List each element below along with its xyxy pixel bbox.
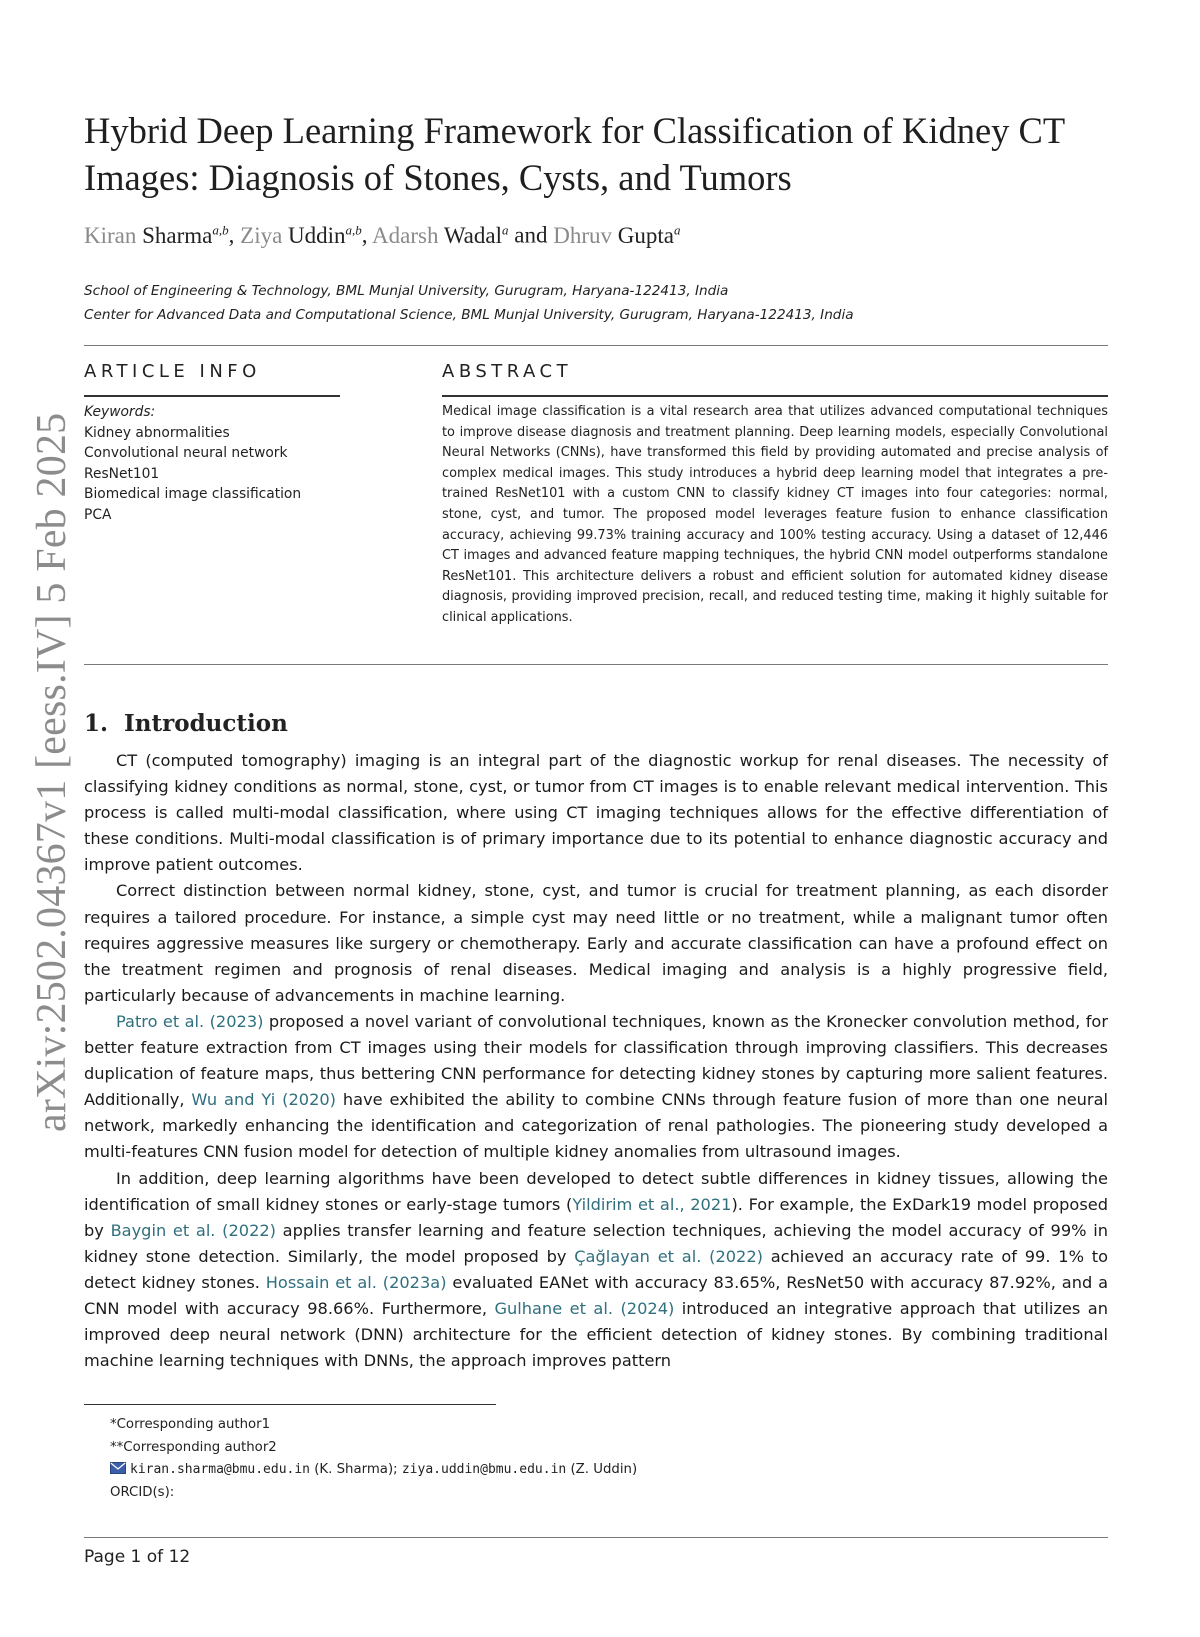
- paragraph-text: introduced an integrative approach that utilizes an improved deep neural network (DNN) architecture for the efficient detection of kidney stones. By combining traditional machine learning techniques with DNNs, the approach improves pattern: [84, 1298, 1108, 1371]
- keyword: Convolutional neural network: [84, 445, 288, 461]
- paper-title: Hybrid Deep Learning Framework for Classification of Kidney CT Images: Diagnosis of Stones, Cysts, and Tumors: [84, 110, 1065, 198]
- paragraph-text: have exhibited the ability to combine CNNs through feature fusion of more than one neural network, markedly enhancing the identification and categorization of renal pathologies. The pioneering study developed a multi-features CNN fusion model for detection of multiple kidney anomalies from ultrasound images.: [84, 1090, 1108, 1162]
- body-paragraph: [84, 878, 1108, 1008]
- author[interactable]: Adarsh Wadal$^a$: [372, 222, 509, 248]
- paragraph-text: ). For example, the ExDark19 model proposed by: [84, 1194, 1108, 1240]
- abstract-divider: [84, 664, 1108, 665]
- keywords-label: Keywords:: [84, 404, 156, 420]
- body-paragraph: [84, 1166, 1108, 1375]
- envelope-icon: [110, 1460, 126, 1473]
- arxiv-identifier-stamp[interactable]: arXiv:2502.04367v1 [eess.IV] 5 Feb 2025: [29, 412, 75, 1132]
- body-paragraph: [84, 1009, 1108, 1166]
- citation-link[interactable]: Patro et al. (2023): [116, 1011, 264, 1031]
- section-heading: [84, 710, 288, 737]
- page-footer-divider: [84, 1537, 1108, 1538]
- email-link[interactable]: kiran.sharma@bmu.edu.in: [130, 1462, 311, 1478]
- footnote-corresponding-2: **Corresponding author2: [110, 1439, 277, 1455]
- section-title: Introduction: [124, 710, 288, 737]
- abstract-rule: [442, 395, 1108, 397]
- page-number: Page 1 of 12: [84, 1547, 191, 1567]
- abstract-text: Medical image classification is a vital research area that utilizes advanced computational techniques to improve disease diagnosis and treatment planning. Deep learning models, especially Convolutional Neural Networks (CNNs), have transformed this field by providing automated and precise analysis of complex medical images. This study introduces a hybrid deep learning model that integrates a pre-trained ResNet101 with a custom CNN to classify kidney CT images into four categories: normal, stone, cyst, and tumor. The proposed model leverages feature fusion to enhance classification accuracy, achieving 99.73% training accuracy and 100% testing accuracy. Using a dataset of 12,446 CT images and advanced feature mapping techniques, the hybrid CNN model outperforms standalone ResNet101. This architecture delivers a robust and efficient solution for automated kidney disease diagnosis, providing improved precision, recall, and reduced testing time, making it highly suitable for clinical applications.: [442, 404, 1108, 625]
- keyword: Kidney abnormalities: [84, 424, 230, 441]
- paragraph-text: In addition, deep learning algorithms have been developed to detect subtle differences in kidney tissues, allowing the identification of small kidney stones or early-stage tumors (: [84, 1168, 1108, 1214]
- keyword: ResNet101: [84, 465, 160, 482]
- footnote-divider: [84, 1404, 496, 1405]
- author-list: Kiran Sharma$^{a,b}$, Ziya Uddin$^{a,b}$, Adarsh Wadal$^a$ and Dhruv Gupta$^a$: [84, 222, 681, 248]
- footnote-orcid: ORCID(s):: [110, 1484, 175, 1500]
- paragraph-text: CT (computed tomography) imaging is an integral part of the diagnostic workup for renal diseases. The necessity of classifying kidney conditions as normal, stone, cyst, or tumor from CT images is to enable relevant medical intervention. This process is called multi-modal classification, where using CT imaging techniques allows for the effective differentiation of these conditions. Multi-modal classification is of primary importance due to its potential to enhance diagnostic accuracy and improve patient outcomes.: [84, 751, 1108, 875]
- footnote-emails: kiran.sharma@bmu.edu.in (K. Sharma); ziya.uddin@bmu.edu.in (Z. Uddin): [110, 1459, 637, 1482]
- email-link[interactable]: ziya.uddin@bmu.edu.in: [401, 1462, 567, 1478]
- keywords-block: [84, 402, 301, 525]
- citation-link[interactable]: Çağlayan et al. (2022): [574, 1246, 763, 1266]
- citation-link[interactable]: Hossain et al. (2023a): [265, 1272, 447, 1292]
- paragraph-text: evaluated EANet with accuracy 83.65%, ResNet50 with accuracy 87.92%, and a CNN model with accuracy 98.66%. Furthermore,: [84, 1272, 1109, 1318]
- keyword: PCA: [84, 506, 112, 523]
- paragraph-text: achieved an accuracy rate of 99. 1% to detect kidney stones.: [84, 1246, 1108, 1292]
- affiliation-b: Center for Advanced Data and Computational Science, BML Munjal University, Gurugram, Haryana-122413, India: [84, 307, 854, 323]
- article-info-rule: [84, 395, 340, 397]
- author[interactable]: Dhruv Gupta$^a$: [553, 222, 681, 248]
- header-divider: [84, 345, 1108, 346]
- affiliation-a: School of Engineering & Technology, BML Munjal University, Gurugram, Haryana-122413, India: [84, 283, 729, 299]
- author[interactable]: Kiran Sharma$^{a,b}$: [84, 222, 229, 248]
- article-info-heading: ARTICLE INFO: [84, 361, 261, 382]
- citation-link[interactable]: Yildirim et al., 2021: [572, 1194, 732, 1214]
- citation-link[interactable]: Wu and Yi (2020): [191, 1090, 336, 1110]
- abstract-heading: ABSTRACT: [442, 361, 573, 382]
- author[interactable]: Ziya Uddin$^{a,b}$: [240, 222, 362, 248]
- paragraph-text: Correct distinction between normal kidney, stone, cyst, and tumor is crucial for treatment planning, as each disorder requires a tailored procedure. For instance, a simple cyst may need little or no treatment, while a malignant tumor often requires aggressive measures like surgery or chemotherapy. Early and accurate classification can have a profound effect on the treatment regimen and prognosis of renal diseases. Medical imaging and analysis is a highly progressive field, particularly because of advancements in machine learning.: [84, 881, 1108, 1005]
- footnotes: [110, 1414, 637, 1504]
- section-number: 1.: [84, 710, 109, 737]
- citation-link[interactable]: Gulhane et al. (2024): [494, 1298, 675, 1318]
- footnote-corresponding-1: *Corresponding author1: [110, 1417, 271, 1432]
- citation-link[interactable]: Baygin et al. (2022): [110, 1220, 276, 1240]
- body-text: [84, 748, 1108, 1374]
- paragraph-text: proposed a novel variant of convolutional techniques, known as the Kronecker convolution method, for better feature extraction from CT images using their models for classification through improving classifiers. This decreases duplication of feature maps, thus bettering CNN performance for detecting kidney stones by capturing more salient features. Additionally,: [84, 1011, 1108, 1110]
- body-paragraph: [84, 748, 1108, 878]
- keyword: Biomedical image classification: [84, 486, 302, 502]
- paragraph-text: applies transfer learning and feature selection techniques, achieving the model accuracy of 99% in kidney stone detection. Similarly, the model proposed by: [84, 1220, 1108, 1266]
